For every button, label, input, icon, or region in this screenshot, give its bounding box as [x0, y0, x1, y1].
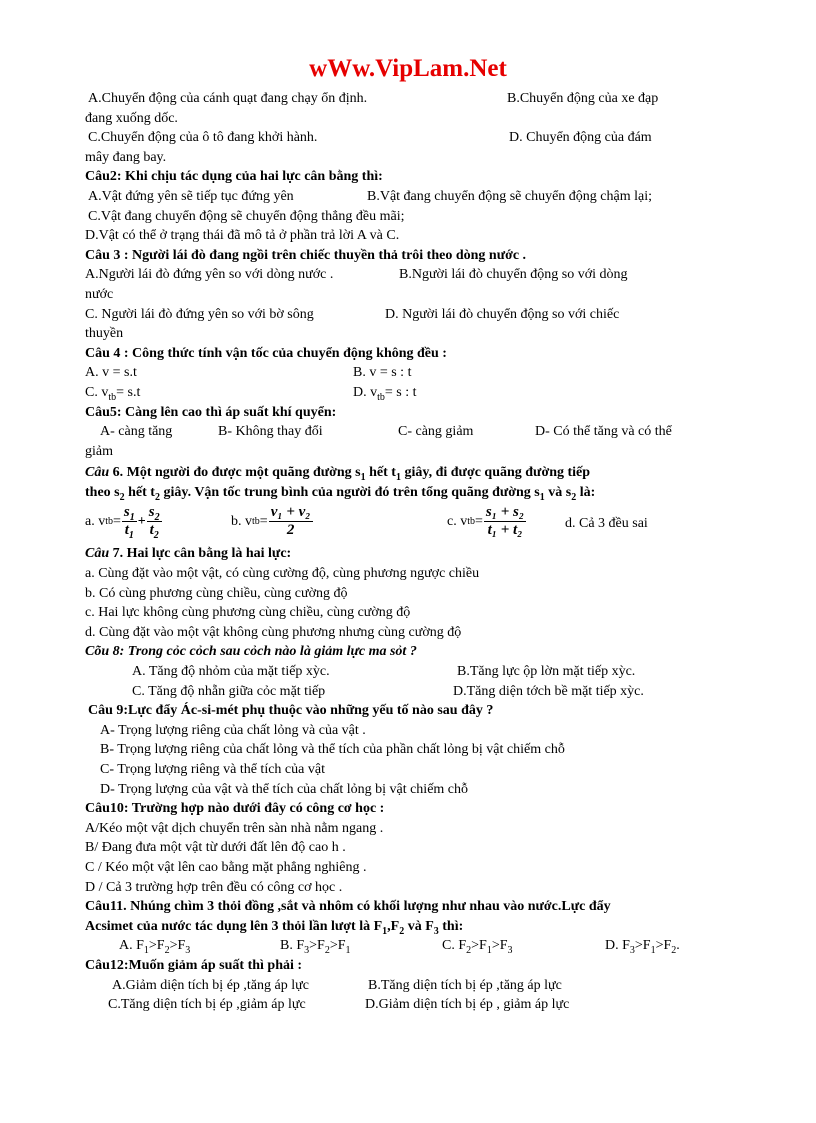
q12-row-2: [85, 995, 705, 1015]
q7-option-d: d. Cùng đặt vào một vật không cùng phương nhưng cùng cường độ: [85, 624, 462, 640]
q6-option-d: d. Cả 3 đều sai: [565, 516, 648, 532]
q3-option-d: D. Người lái đò chuyển động so với chiếc: [385, 306, 620, 322]
q6-b-frac: $\frac{\text{v₁ + v₂}}{2}$: [270, 504, 311, 539]
q1-row-2: [85, 109, 705, 129]
q1-option-b: B.Chuyển động của xe đạp: [507, 91, 659, 106]
q11-title-line-1: Câu11. Nhúng chìm 3 thỏi đồng ,sắt và nhôm có khối lượng như nhau vào nước.Lực đẩy: [85, 899, 611, 915]
q3-row-2: [85, 285, 705, 305]
q6-title-line-2: theo $s_2$ hết $t_2$ giây. Vận tốc trung bình của người đó trên tổng quãng đường $s_1$ và $s_2$ là:: [85, 484, 596, 503]
q10-option-a: A/Kéo một vật dịch chuyển trên sàn nhà nằm ngang .: [85, 820, 384, 836]
q11-option-c: C. $F_2>F_1>F_3$: [442, 938, 513, 957]
q5-row-1: [85, 422, 705, 442]
q3-row-3: [85, 305, 705, 325]
q12-row-1: [85, 976, 705, 996]
q9-option-a: A- Trọng lượng riêng của chất lỏng và của vật .: [100, 722, 366, 738]
q3-option-c: C. Người lái đò đứng yên so với bờ sông: [85, 306, 314, 322]
q4-option-b: B. v = s : t: [353, 365, 412, 381]
q1-row-3: [85, 128, 705, 148]
q4-title: Câu 4 : Công thức tính vận tốc của chuyển động không đều :: [85, 345, 447, 361]
q3-row-1: [85, 265, 705, 285]
q10-title: Câu10: Trường hợp nào dưới đây có công cơ học :: [85, 801, 385, 817]
q5-option-a: A- càng tăng: [100, 424, 173, 440]
q9-option-b: B- Trọng lượng riêng của chất lỏng và thể tích của phần chất lỏng bị vật chiếm chỗ: [100, 742, 565, 758]
q5-option-d-cont: giảm: [85, 443, 113, 459]
q4-option-a: A. v = s.t: [85, 365, 137, 381]
q1-option-d: D. Chuyển động của đám: [509, 130, 652, 146]
q7-title: Câu 7. Hai lực cân bằng là hai lực:: [85, 546, 292, 562]
q9-option-c: C- Trọng lượng riêng và thể tích của vật: [100, 762, 325, 777]
q7-option-a: a. Cùng đặt vào một vật, có cùng cường độ, cùng phương ngược chiều: [85, 566, 480, 582]
q3-row-4: [85, 324, 705, 344]
q4-row-2: [85, 383, 705, 403]
q11-title-line-2: Acsimet của nước tác dụng lên 3 thỏi lần lượt là $F_1,F_2$ và $F_3$ thì:: [85, 918, 464, 937]
q3-option-d-cont: thuyền: [85, 326, 124, 342]
q2-option-d: D.Vật có thể ở trạng thái đã mô tả ở phần trả lời A và C.: [85, 228, 400, 244]
q6-title-line-1: Câu 6. Một người đo được một quãng đường $s_1$ hết $t_1$ giây, đi được quãng đường tiếp: [85, 465, 591, 484]
q11-option-b: B. $F_3>F_2>F_1$: [280, 938, 351, 957]
q3-title: Câu 3 : Người lái đò đang ngồi trên chiếc thuyền thả trôi theo dòng nước .: [85, 247, 527, 263]
q2-title: Câu2: Khi chịu tác dụng của hai lực cân bằng thì:: [85, 169, 383, 185]
q12-option-c: C.Tăng diện tích bị ép ,giảm áp lực: [108, 997, 306, 1013]
q5-row-2: [85, 442, 705, 462]
q11-option-a: A. $F_1>F_2>F_3$: [119, 938, 191, 957]
q8-title: Cõu 8: Trong cỏc cỏch sau cỏch nào là giảm lực ma sỏt ?: [85, 644, 417, 660]
q10-option-c: C / Kéo một vật lên cao bằng mặt phẳng nghiêng .: [85, 859, 367, 875]
q2-row-2: [85, 207, 705, 227]
q7-option-c: c. Hai lực không cùng phương cùng chiều, cùng cường độ: [85, 605, 411, 621]
q1-option-d-cont: mây đang bay.: [85, 149, 167, 165]
q6-option-a: a. v tb = $\frac{s_1}{t_1}$ + $\frac{s_2}{t_2}$: [85, 504, 160, 542]
q5-option-c: C- càng giảm: [398, 424, 474, 440]
q10-option-b: B/ Đang đưa một vật từ dưới đất lên độ cao h .: [85, 840, 346, 856]
q3-option-b-cont: nước: [85, 286, 114, 302]
q8-option-a: A. Tăng độ nhỏm của mặt tiếp xỳc.: [132, 664, 330, 680]
q6-option-c: c. v tb = $\frac{\text{s₁ + s₂}}{\text{t₁ + t₂}}$: [447, 504, 525, 539]
q2-row-1: [85, 187, 705, 207]
q3-option-a: A.Người lái đò đứng yên so với dòng nước .: [85, 267, 334, 283]
q5-option-b: B- Không thay đổi: [218, 424, 323, 440]
q2-row-3: [85, 226, 705, 246]
site-header[interactable]: wWw.VipLam.Net: [309, 55, 507, 82]
q12-option-d: D.Giảm diện tích bị ép , giảm áp lực: [365, 997, 570, 1013]
q9-option-d: D- Trọng lượng của vật và thể tích của chất lỏng bị vật chiếm chỗ: [100, 781, 469, 797]
q8-row-1: [85, 662, 705, 682]
q5-title: Câu5: Càng lên cao thì áp suất khí quyển:: [85, 404, 337, 420]
q4-row-1: [85, 363, 705, 383]
q6-a-frac-1: $\frac{s_1}{t_1}$: [123, 504, 135, 542]
q8-option-d: D.Tăng diện tớch bề mặt tiếp xỳc.: [453, 683, 644, 699]
q4-option-d: D. $v_{tb}= s$ : t: [353, 384, 417, 403]
q6-a-frac-2: $\frac{s_2}{t_2}$: [148, 504, 160, 542]
q11-options-row: [85, 936, 705, 956]
q4-option-c: C. $v_{tb}= s.t$: [85, 384, 141, 403]
q3-option-b: B.Người lái đò chuyển động so với dòng: [399, 267, 628, 283]
q12-option-a: A.Giảm diện tích bị ép ,tăng áp lực: [112, 977, 309, 993]
q1-row-1: [85, 89, 705, 109]
q8-row-2: [85, 682, 705, 702]
q12-option-b: B.Tăng diện tích bị ép ,tăng áp lực: [368, 977, 562, 993]
q2-option-c: C.Vật đang chuyển động sẽ chuyển động thẳng đều mãi;: [88, 208, 405, 224]
q1-option-c: C.Chuyển động của ô tô đang khởi hành.: [88, 130, 318, 146]
q5-option-d: D- Có thể tăng và có thể: [535, 424, 672, 440]
quiz-content: [85, 89, 705, 1015]
q8-option-c: C. Tăng độ nhẵn giữa cỏc mặt tiếp: [132, 683, 326, 699]
q2-option-a: A.Vật đứng yên sẽ tiếp tục đứng yên: [88, 188, 294, 204]
q1-row-4: [85, 148, 705, 168]
q8-option-b: B.Tăng lực ộp lờn mặt tiếp xỳc.: [457, 664, 636, 680]
q12-title: Câu12:Muốn giảm áp suất thì phải :: [85, 957, 303, 973]
q2-option-b: B.Vật đang chuyển động sẽ chuyển động chậm lại;: [367, 188, 652, 204]
q9-title: Câu 9:Lực đẩy Ác-si-mét phụ thuộc vào những yếu tố nào sau đây ?: [88, 703, 494, 719]
q1-option-a: A.Chuyển động của cánh quạt đang chạy ổn định.: [88, 91, 368, 106]
q6-option-b: b. v tb = $\frac{\text{v₁ + v₂}}{2}$: [231, 504, 311, 539]
q7-option-b: b. Có cùng phương cùng chiều, cùng cường độ: [85, 585, 348, 601]
q10-option-d: D / Cả 3 trường hợp trên đều có công cơ học .: [85, 879, 343, 895]
q6-options-row: [85, 502, 705, 544]
q1-option-b-cont: đang xuống dốc.: [85, 110, 178, 126]
q6-c-frac: $\frac{\text{s₁ + s₂}}{\text{t₁ + t₂}}$: [485, 504, 525, 539]
q11-option-d: D. $F_3>F_1>F_2$.: [605, 938, 680, 957]
